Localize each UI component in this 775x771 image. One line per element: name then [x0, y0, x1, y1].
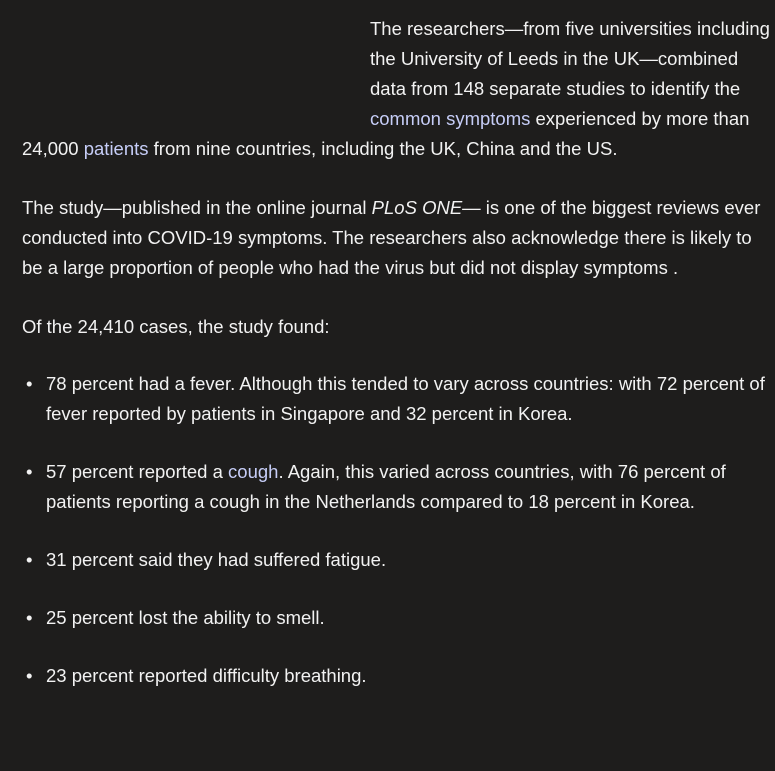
common-symptoms-link[interactable]: common symptoms	[370, 108, 531, 129]
article-body	[22, 14, 774, 719]
paragraph-text: The researchers—from five universities including the University of Leeds in the UK—combined data from 148 separate studies to identify the	[370, 18, 770, 99]
finding-text: 23 percent reported difficulty breathing.	[46, 665, 367, 686]
paragraph-text: from nine countries, including the UK, China and the US.	[148, 138, 618, 159]
bullet-icon: •	[26, 461, 33, 482]
finding-text: 25 percent lost the ability to smell.	[46, 607, 325, 628]
bullet-icon: •	[26, 665, 33, 686]
list-item	[22, 545, 774, 575]
list-item	[22, 369, 774, 429]
list-item	[22, 457, 774, 517]
list-item	[22, 661, 774, 691]
finding-text: 57 percent reported a	[46, 461, 229, 482]
cough-link[interactable]: cough	[228, 461, 279, 482]
paragraph-text: experienced by more than 24,000	[22, 108, 750, 159]
paragraph-study	[22, 193, 774, 283]
inline-content-placeholder	[22, 14, 370, 134]
finding-text: 78 percent had a fever. Although this tended to vary across countries: with 72 percent of fever reported by patients in Singapore and 32 percent in Korea.	[46, 373, 765, 424]
bullet-icon: •	[26, 373, 33, 394]
patients-link[interactable]: patients	[83, 138, 149, 159]
paragraph-text: The study—published in the online journal	[22, 197, 372, 218]
journal-name: PLoS ONE	[371, 197, 463, 218]
paragraph-text: — is one of the biggest reviews ever conducted into COVID-19 symptoms. The researchers also acknowledge there is likely to be a large proportion of people who had the virus but did not display symptoms .	[22, 197, 761, 278]
findings-list	[22, 369, 774, 691]
paragraph-cases-intro: Of the 24,410 cases, the study found:	[22, 316, 330, 337]
bullet-icon: •	[26, 549, 33, 570]
finding-text: 31 percent said they had suffered fatigue.	[46, 549, 387, 570]
list-item	[22, 603, 774, 633]
bullet-icon: •	[26, 607, 33, 628]
finding-text: . Again, this varied across countries, with 76 percent of patients reporting a cough in the Netherlands compared to 18 percent in Korea.	[46, 461, 726, 512]
